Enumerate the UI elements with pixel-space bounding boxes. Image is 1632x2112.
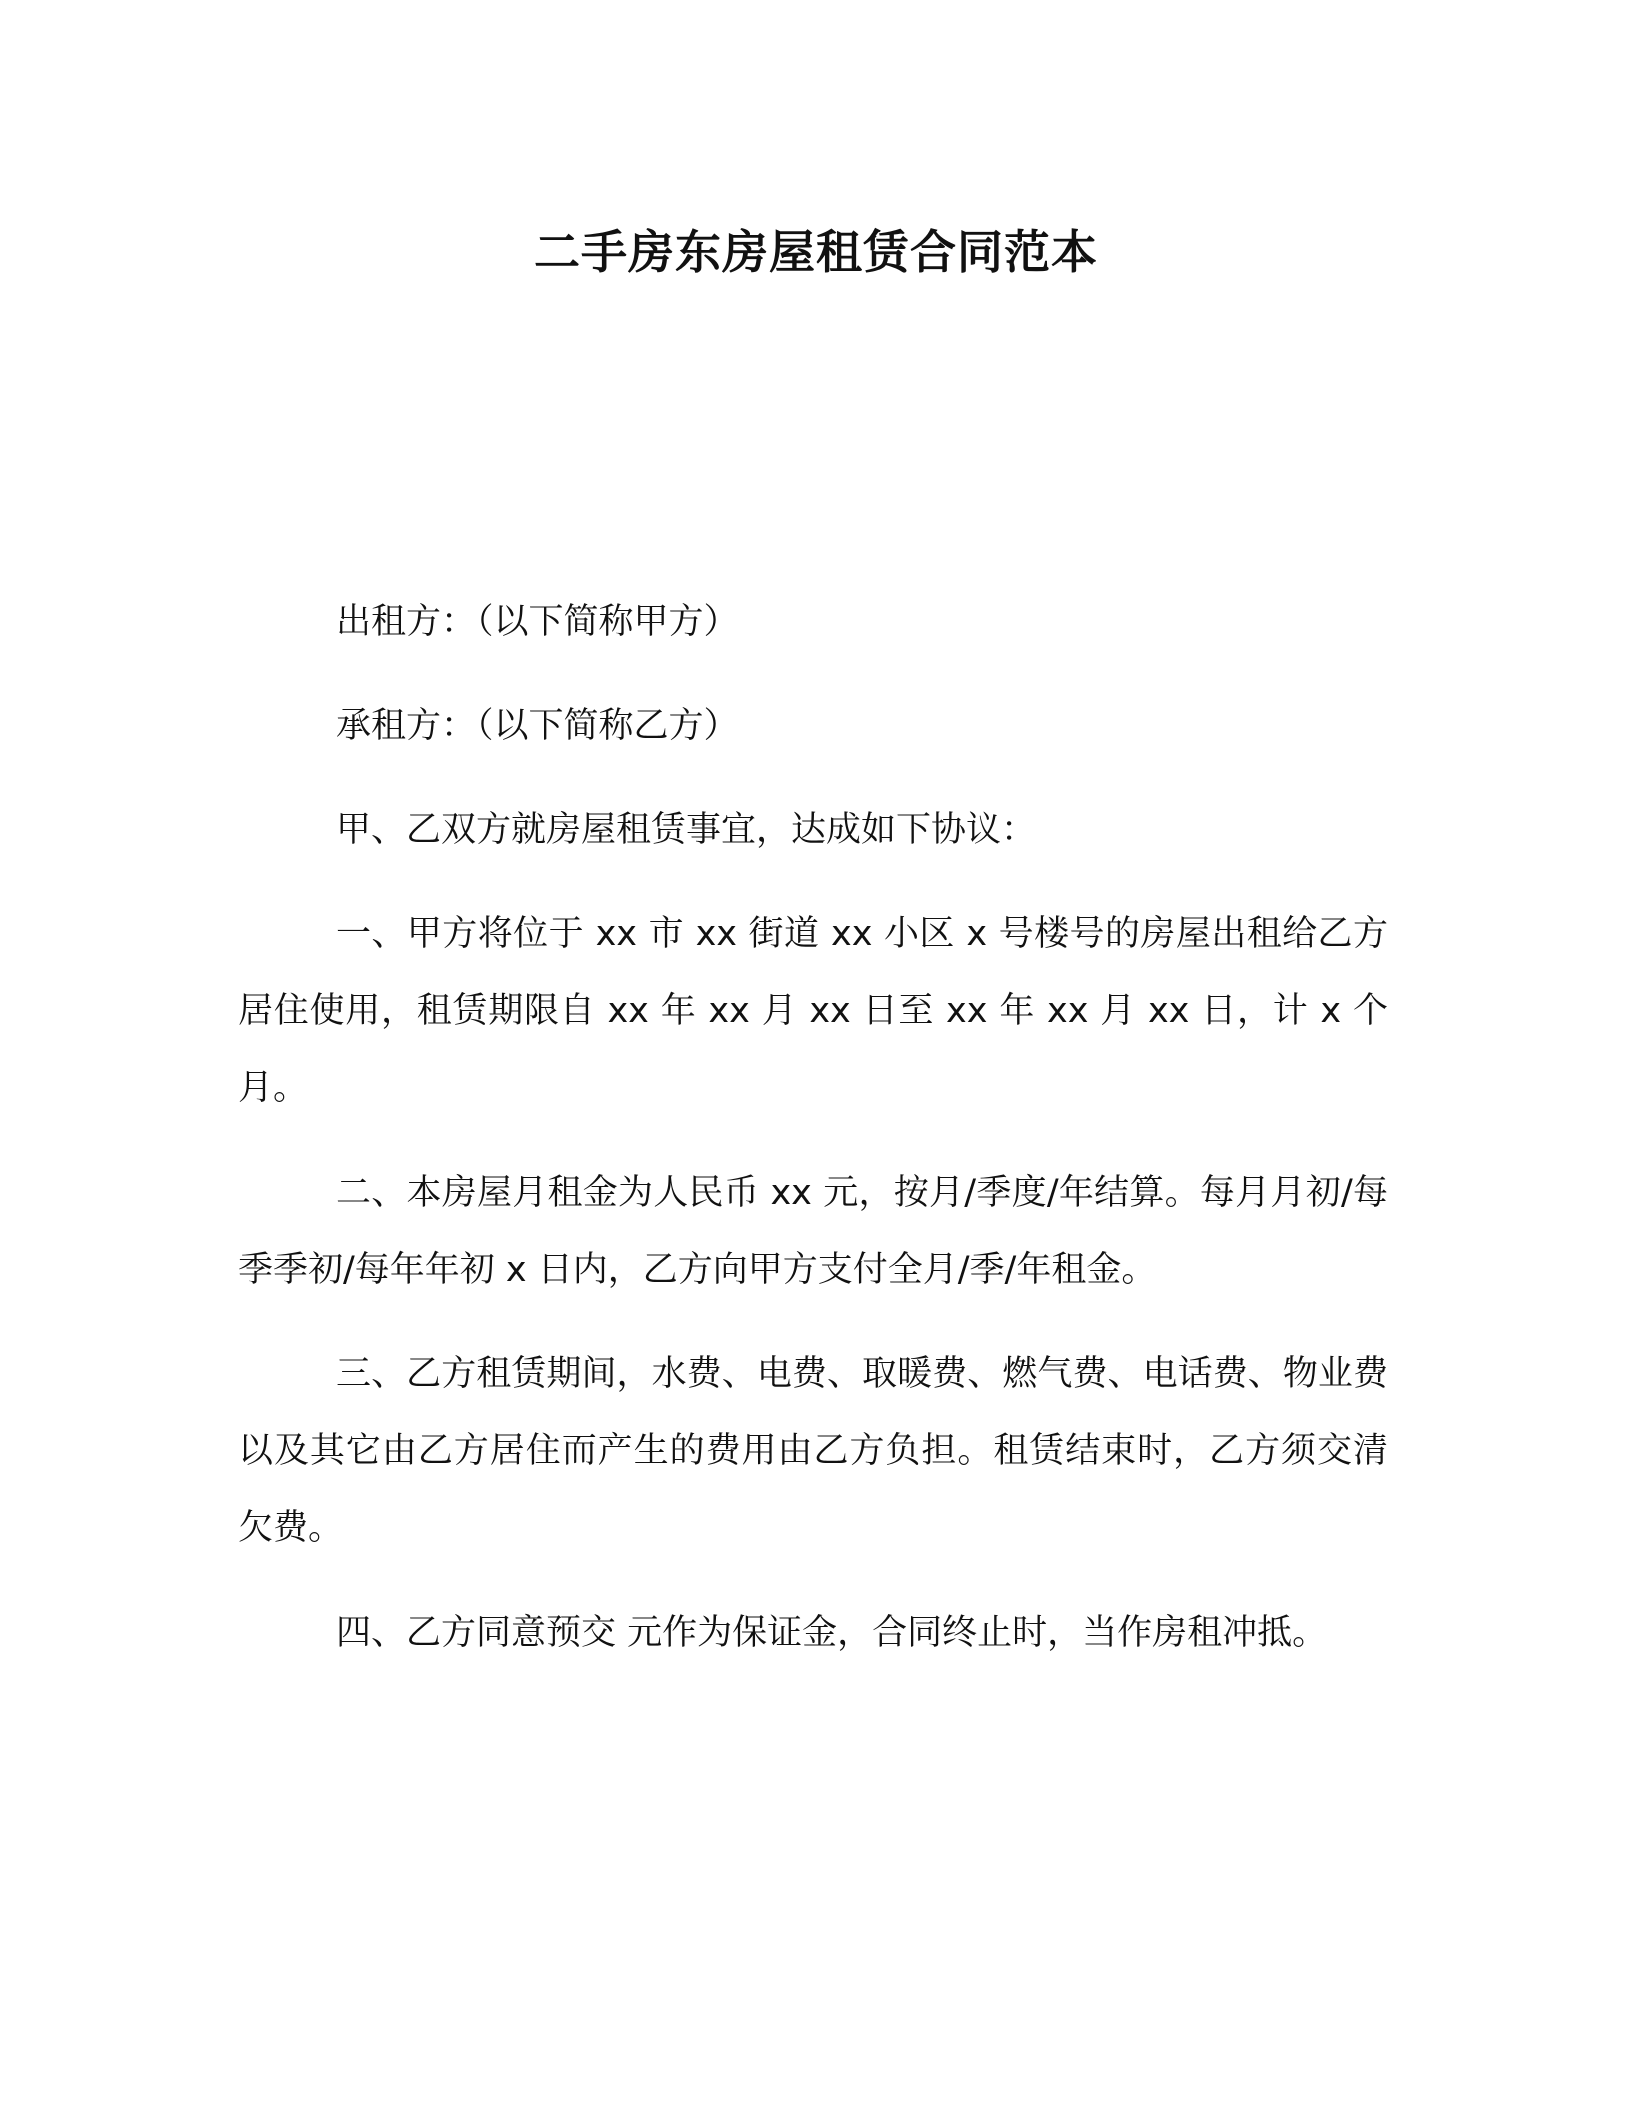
- lessee-line: 承租方：（以下简称乙方）: [336, 706, 739, 746]
- clause-1-lease-term: 一、甲方将位于 xx 市 xx 街道 xx 小区 x 号楼号的房屋出租给乙方居住使用，租赁期限自 xx 年 xx 月 xx 日至 xx 年 xx 月 xx 日，计 x 个月。: [238, 914, 1388, 1108]
- clause-3-utilities: 三、乙方租赁期间，水费、电费、取暖费、燃气费、电话费、物业费以及其它由乙方居住而产生的费用由乙方负担。租赁结束时，乙方须交清欠费。: [238, 1354, 1388, 1548]
- lessor-line: 出租方：（以下简称甲方）: [336, 602, 739, 642]
- document-title: 二手房东房屋租赁合同范本: [534, 225, 1098, 279]
- clause-2-rent: 二、本房屋月租金为人民币 xx 元，按月/季度/年结算。每月月初/每季季初/每年年初 x 日内，乙方向甲方支付全月/季/年租金。: [238, 1173, 1388, 1290]
- agreement-intro: 甲、乙双方就房屋租赁事宜，达成如下协议：: [336, 810, 1037, 850]
- clause-4-deposit: 四、乙方同意预交 元作为保证金，合同终止时，当作房租冲抵。: [336, 1613, 1328, 1653]
